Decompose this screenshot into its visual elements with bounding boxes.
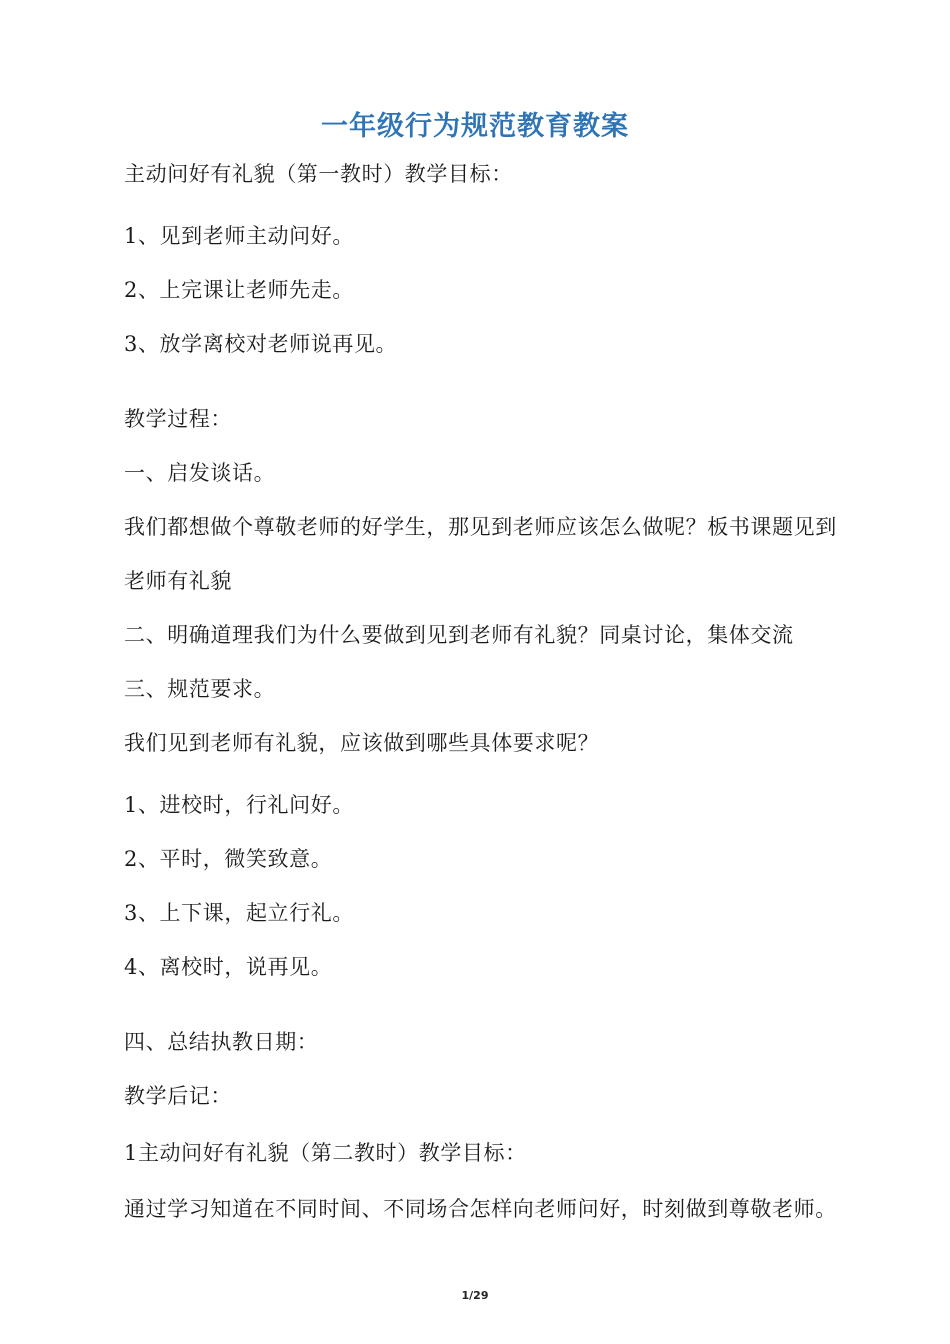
section-one-heading: 一、启发谈话。 [124,461,276,485]
objective-heading-1: 主动问好有礼貌（第一教时）教学目标： [124,162,513,186]
objective-heading-2: 1主动问好有礼貌（第二教时）教学目标： [124,1141,527,1165]
objective-item-2: 2、上完课让老师先走。 [124,278,354,302]
paragraph-line: 通过学习知道在不同时间、不同场合怎样向老师问好，时刻做到尊敬老师。 [124,1197,837,1221]
requirement-item-1: 1、进校时，行礼问好。 [124,793,354,817]
requirement-item-2: 2、平时，微笑致意。 [124,847,333,871]
document-title: 一年级行为规范教育教案 [321,111,629,142]
page-number: 1/29 [461,1289,489,1302]
paragraph-line: 我们见到老师有礼貌，应该做到哪些具体要求呢？ [124,731,600,755]
requirement-item-4: 4、离校时，说再见。 [124,955,333,979]
paragraph-line: 老师有礼貌 [124,569,232,593]
paragraph-line: 我们都想做个尊敬老师的好学生，那见到老师应该怎么做呢？板书课题见到 [124,515,837,539]
requirement-item-3: 3、上下课，起立行礼。 [124,901,354,925]
teaching-notes-heading: 教学后记： [124,1084,232,1108]
section-three-heading: 三、规范要求。 [124,677,276,701]
objective-item-1: 1、见到老师主动问好。 [124,224,354,248]
section-two-heading: 二、明确道理我们为什么要做到见到老师有礼貌？同桌讨论，集体交流 [124,623,794,647]
objective-item-3: 3、放学离校对老师说再见。 [124,332,398,356]
section-four-heading: 四、总结执教日期： [124,1030,319,1054]
process-heading: 教学过程： [124,407,232,431]
